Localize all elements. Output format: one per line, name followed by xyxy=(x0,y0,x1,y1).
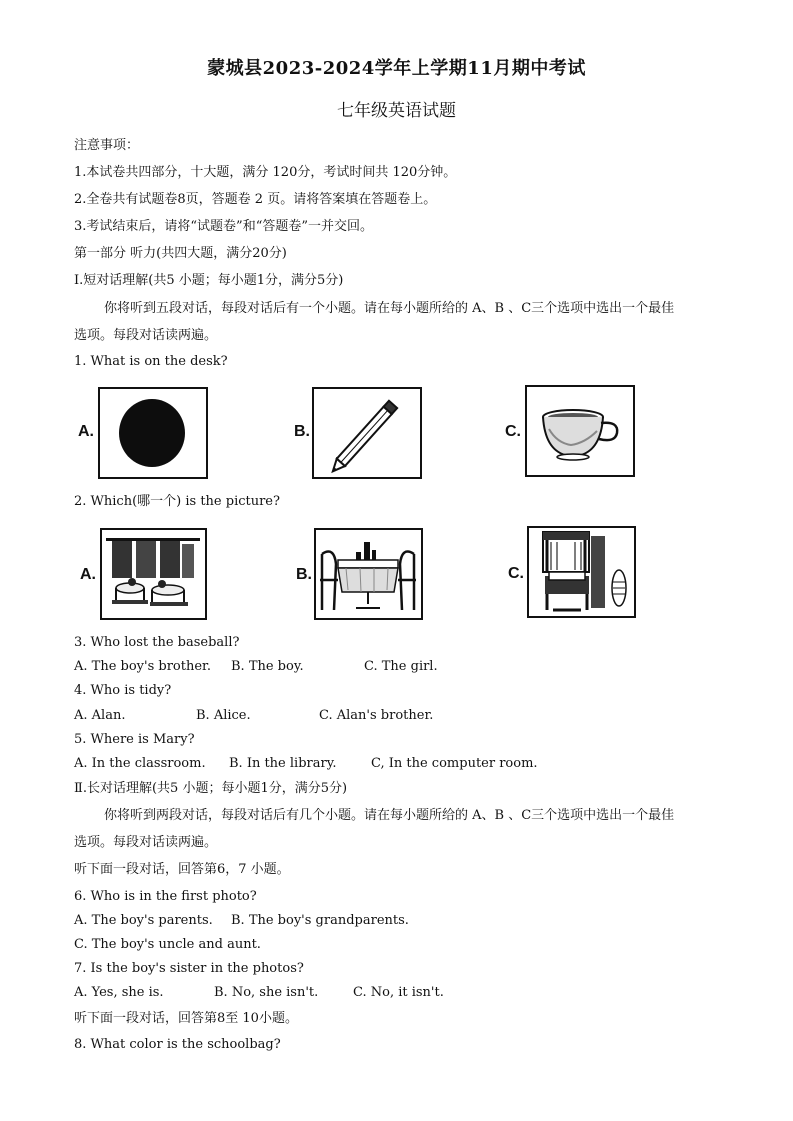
option-a-label: A. xyxy=(80,566,96,583)
option-b-label: B. xyxy=(296,566,312,583)
note-item: 2.全卷共有试题卷8页，答题卷 2 页。请将答案填在答题卷上。 xyxy=(74,192,437,207)
option-b: B. No, she isn't. xyxy=(214,985,319,1000)
question-2: 2. Which(哪一个) is the picture? xyxy=(74,494,280,509)
section-title: Ⅱ.长对话理解(共5 小题；每小题1分，满分5分) xyxy=(74,781,348,796)
option-c: C. Alan's brother. xyxy=(319,708,434,723)
teacup-icon xyxy=(527,387,633,475)
question-3: 3. Who lost the baseball? xyxy=(74,635,240,650)
option-b-label: B. xyxy=(294,423,310,440)
black-circle-icon xyxy=(100,389,206,477)
question-8: 8. What color is the schoolbag? xyxy=(74,1037,281,1052)
option-c-image xyxy=(527,526,636,618)
option-a: A. In the classroom. xyxy=(74,756,206,771)
option-b: B. Alice. xyxy=(196,708,251,723)
option-b-image xyxy=(314,528,423,620)
option-c-label: C. xyxy=(505,423,521,440)
option-c: C. The girl. xyxy=(364,659,438,674)
option-c-label: C. xyxy=(508,565,524,582)
pencil-icon xyxy=(314,389,420,477)
option-c: C, In the computer room. xyxy=(371,756,538,771)
option-a-label: A. xyxy=(78,423,94,440)
option-b: B. In the library. xyxy=(229,756,337,771)
option-a-image xyxy=(100,528,207,620)
question-6: 6. Who is in the first photo? xyxy=(74,889,257,904)
option-b: B. The boy's grandparents. xyxy=(231,913,409,928)
question-7: 7. Is the boy's sister in the photos? xyxy=(74,961,304,976)
question-5: 5. Where is Mary? xyxy=(74,732,195,747)
question-1: 1. What is on the desk? xyxy=(74,354,228,369)
option-a: A. Yes, she is. xyxy=(74,985,164,1000)
exam-subtitle: 七年级英语试题 xyxy=(337,101,456,121)
table-and-chairs-icon xyxy=(316,530,421,618)
section-instruction: 你将听到两段对话，每段对话后有几个小题。请在每小题所给的 A、B 、C三个选项中选出一个最佳 xyxy=(104,808,675,823)
section-instruction: 选项。每段对话读两遍。 xyxy=(74,328,218,343)
dialogue-intro: 听下面一段对话，回答第8至 10小题。 xyxy=(74,1011,298,1026)
section-instruction: 选项。每段对话读两遍。 xyxy=(74,835,218,850)
option-b-image xyxy=(312,387,422,479)
option-c: C. The boy's uncle and aunt. xyxy=(74,937,261,952)
section-instruction: 你将听到五段对话，每段对话后有一个小题。请在每小题所给的 A、B 、C三个选项中选出一个最佳 xyxy=(104,301,675,316)
exam-title: 蒙城县2023-2024学年上学期11月期中考试 xyxy=(207,58,586,79)
living-room-icon xyxy=(529,528,634,616)
section-title: Ⅰ.短对话理解(共5 小题；每小题1分，满分5分) xyxy=(74,273,344,288)
option-a: A. Alan. xyxy=(74,708,126,723)
option-c-image xyxy=(525,385,635,477)
option-b: B. The boy. xyxy=(231,659,304,674)
dialogue-intro: 听下面一段对话，回答第6，7 小题。 xyxy=(74,862,290,877)
option-c: C. No, it isn't. xyxy=(353,985,444,1000)
note-item: 1.本试卷共四部分，十大题，满分 120分，考试时间共 120分钟。 xyxy=(74,165,457,180)
option-a: A. The boy's brother. xyxy=(74,659,211,674)
part-title: 第一部分 听力(共四大题，满分20分) xyxy=(74,246,287,261)
note-item: 3.考试结束后，请将“试题卷”和“答题卷”一并交回。 xyxy=(74,219,373,234)
dining-room-icon xyxy=(102,530,205,618)
option-a-image xyxy=(98,387,208,479)
option-a: A. The boy's parents. xyxy=(74,913,213,928)
notes-heading: 注意事项： xyxy=(74,138,140,153)
question-4: 4. Who is tidy? xyxy=(74,683,172,698)
